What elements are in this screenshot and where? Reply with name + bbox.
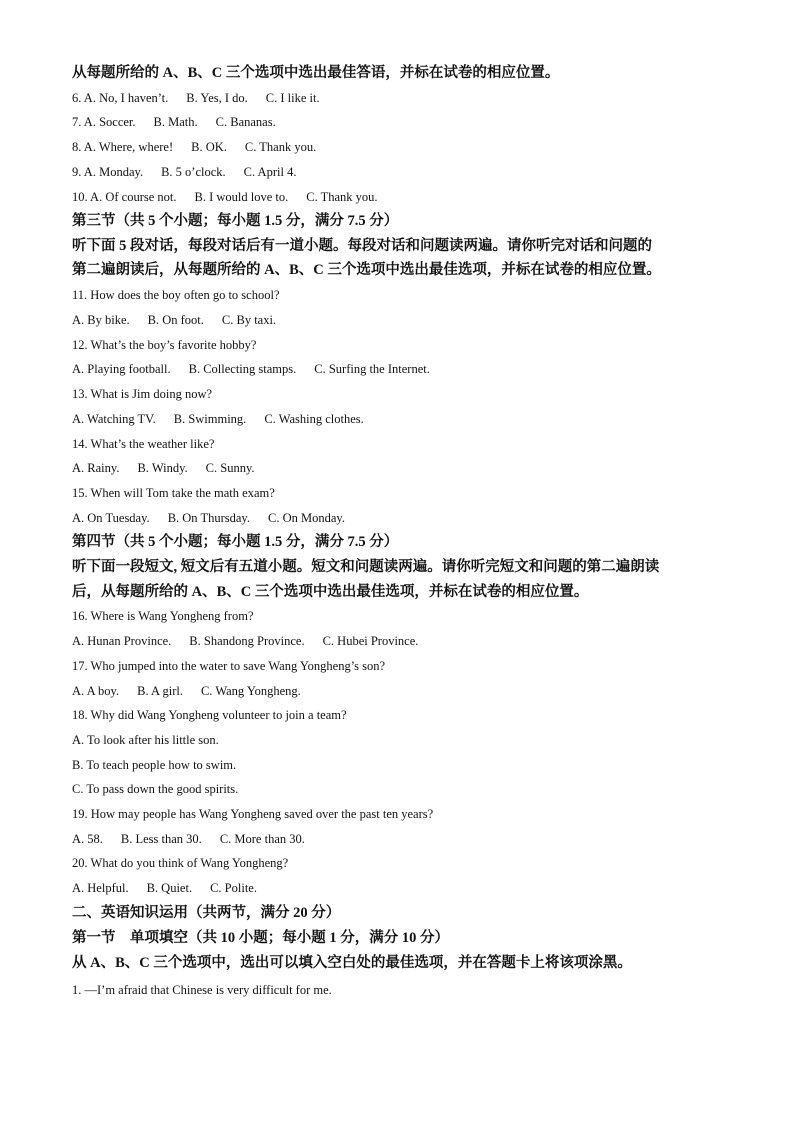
question-19-options: [72, 831, 305, 847]
question-9: [72, 164, 296, 180]
question-14-options: [72, 460, 255, 476]
question-11-options: [72, 312, 276, 328]
option-b: B. Swimming.: [173, 412, 247, 426]
option-b: B. Yes, I do.: [186, 91, 248, 105]
question-18-option-c: C. To pass down the good spirits.: [72, 782, 239, 796]
section-instruction: 听下面 5 段对话，每段对话后有一道小题。每段对话和问题读两遍。请你听完对话和问题的: [72, 238, 652, 254]
question-20-options: [72, 880, 257, 896]
section-title: 第一节 单项填空（共 10 小题；每小题 1 分，满分 10 分）: [72, 930, 449, 946]
option-b: B. On foot.: [147, 313, 204, 327]
option-c: C. Thank you.: [244, 140, 317, 154]
option-b: B. Math.: [153, 115, 198, 129]
section-title: 第三节（共 5 个小题；每小题 1.5 分，满分 7.5 分）: [72, 213, 399, 229]
option-a: 8. A. Where, where!: [72, 140, 174, 154]
option-c: C. On Monday.: [267, 511, 345, 525]
option-a: A. On Tuesday.: [72, 511, 150, 525]
option-b: B. Less than 30.: [120, 832, 202, 846]
question-7: [72, 114, 276, 130]
question-11-stem: 11. How does the boy often go to school?: [72, 288, 280, 302]
question-19-stem: 19. How may people has Wang Yongheng saved over the past ten years?: [72, 807, 434, 821]
option-a: 6. A. No, I haven’t.: [72, 91, 169, 105]
option-a: A. Rainy.: [72, 461, 120, 475]
question-12-stem: 12. What’s the boy’s favorite hobby?: [72, 338, 257, 352]
option-b: B. Shandong Province.: [189, 634, 305, 648]
option-c: C. Polite.: [210, 881, 257, 895]
option-c: C. I like it.: [265, 91, 320, 105]
section-title: 第四节（共 5 个小题；每小题 1.5 分，满分 7.5 分）: [72, 534, 399, 550]
question-17-options: [72, 683, 301, 699]
question-6: [72, 90, 320, 106]
option-a: 7. A. Soccer.: [72, 115, 136, 129]
option-a: A. Helpful.: [72, 881, 129, 895]
section-instruction: 后，从每题所给的 A、B、C 三个选项中选出最佳选项，并标在试卷的相应位置。: [72, 584, 589, 600]
option-c: C. More than 30.: [219, 832, 305, 846]
question-8: [72, 139, 316, 155]
section-instruction: 从每题所给的 A、B、C 三个选项中选出最佳答语，并标在试卷的相应位置。: [72, 65, 560, 81]
question-15-stem: 15. When will Tom take the math exam?: [72, 486, 275, 500]
option-c: C. Sunny.: [205, 461, 255, 475]
option-b: B. Windy.: [137, 461, 188, 475]
question-20-stem: 20. What do you think of Wang Yongheng?: [72, 856, 289, 870]
option-a: A. A boy.: [72, 684, 120, 698]
option-c: C. Washing clothes.: [264, 412, 364, 426]
question-13-stem: 13. What is Jim doing now?: [72, 387, 213, 401]
option-b: B. Collecting stamps.: [188, 362, 297, 376]
question-15-options: [72, 510, 345, 526]
option-b: B. 5 o’clock.: [161, 165, 226, 179]
question-14-stem: 14. What’s the weather like?: [72, 437, 215, 451]
option-c: C. Bananas.: [215, 115, 276, 129]
question-17-stem: 17. Who jumped into the water to save Wang Yongheng’s son?: [72, 659, 386, 673]
option-a: A. Watching TV.: [72, 412, 156, 426]
question-18-option-a: A. To look after his little son.: [72, 733, 219, 747]
question-12-options: [72, 361, 430, 377]
part-title: 二、英语知识运用（共两节，满分 20 分）: [72, 905, 341, 921]
question-1-stem: 1. —I’m afraid that Chinese is very difficult for me.: [72, 983, 332, 997]
option-c: C. By taxi.: [221, 313, 277, 327]
option-a: A. Playing football.: [72, 362, 171, 376]
option-c: C. Wang Yongheng.: [200, 684, 301, 698]
option-a: 10. A. Of course not.: [72, 190, 177, 204]
question-16-options: [72, 633, 418, 649]
option-c: C. Surfing the Internet.: [314, 362, 430, 376]
option-b: B. Quiet.: [146, 881, 193, 895]
option-c: C. April 4.: [243, 165, 297, 179]
question-18-option-b: B. To teach people how to swim.: [72, 758, 237, 772]
option-a: A. Hunan Province.: [72, 634, 172, 648]
section-instruction: 第二遍朗读后，从每题所给的 A、B、C 三个选项中选出最佳选项，并标在试卷的相应位置。: [72, 262, 661, 278]
section-instruction: 从 A、B、C 三个选项中，选出可以填入空白处的最佳选项，并在答题卡上将该项涂黑。: [72, 955, 632, 971]
option-b: B. I would love to.: [194, 190, 289, 204]
option-c: C. Thank you.: [306, 190, 378, 204]
option-a: A. By bike.: [72, 313, 130, 327]
option-a: A. 58.: [72, 832, 103, 846]
question-16-stem: 16. Where is Wang Yongheng from?: [72, 609, 254, 623]
question-13-options: [72, 411, 364, 427]
question-10: [72, 189, 378, 205]
option-b: B. OK.: [191, 140, 227, 154]
option-b: B. A girl.: [137, 684, 183, 698]
option-a: 9. A. Monday.: [72, 165, 144, 179]
question-18-stem: 18. Why did Wang Yongheng volunteer to join a team?: [72, 708, 347, 722]
section-instruction: 听下面一段短文, 短文后有五道小题。短文和问题读两遍。请你听完短文和问题的第二遍朗读: [72, 559, 660, 575]
option-b: B. On Thursday.: [167, 511, 250, 525]
option-c: C. Hubei Province.: [322, 634, 419, 648]
